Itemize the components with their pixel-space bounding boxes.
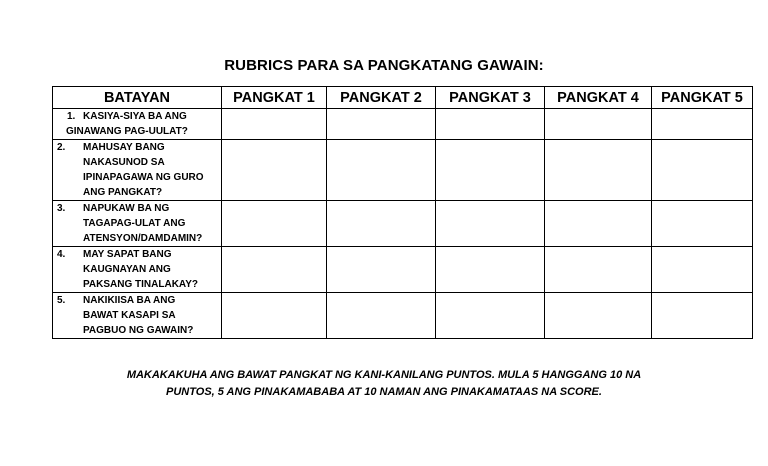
table-row <box>53 201 753 247</box>
criterion-line: NAKASUNOD SA <box>83 157 165 168</box>
criterion-1 <box>53 109 222 140</box>
criterion-2 <box>53 140 222 201</box>
score-cell[interactable] <box>545 247 652 293</box>
score-cell[interactable] <box>436 293 545 339</box>
criterion-line: KAUGNAYAN ANG <box>83 264 171 275</box>
criterion-number: 2. <box>57 142 66 153</box>
criterion-number: 1. <box>67 111 76 122</box>
scoring-note <box>0 367 768 401</box>
score-cell[interactable] <box>327 201 436 247</box>
score-cell[interactable] <box>436 247 545 293</box>
header-pangkat-2: PANGKAT 2 <box>327 87 436 109</box>
score-cell[interactable] <box>436 109 545 140</box>
score-cell[interactable] <box>652 140 753 201</box>
score-cell[interactable] <box>652 247 753 293</box>
table-row <box>53 247 753 293</box>
criterion-line: PAKSANG TINALAKAY? <box>83 279 199 290</box>
score-cell[interactable] <box>327 109 436 140</box>
criterion-line: TAGAPAG-ULAT ANG <box>83 218 186 229</box>
criterion-line: PAGBUO NG GAWAIN? <box>83 325 194 336</box>
criterion-line: IPINAPAGAWA NG GURO <box>83 172 204 183</box>
score-cell[interactable] <box>222 109 327 140</box>
criterion-line: KASIYA-SIYA BA ANG <box>83 111 187 122</box>
criterion-3 <box>53 201 222 247</box>
header-batayan: BATAYAN <box>53 87 222 109</box>
criterion-line: ATENSYON/DAMDAMIN? <box>83 233 203 244</box>
score-cell[interactable] <box>436 201 545 247</box>
score-cell[interactable] <box>652 109 753 140</box>
score-cell[interactable] <box>652 201 753 247</box>
scoring-note-line-1: MAKAKAKUHA ANG BAWAT PANGKAT NG KANI-KANILANG PUNTOS. MULA 5 HANGGANG 10 NA <box>126 369 642 381</box>
criterion-line: BAWAT KASAPI SA <box>83 310 176 321</box>
table-row <box>53 140 753 201</box>
criterion-line: MAHUSAY BANG <box>83 142 165 153</box>
criterion-line: NAKIKIISA BA ANG <box>83 295 176 306</box>
header-pangkat-4: PANGKAT 4 <box>545 87 652 109</box>
score-cell[interactable] <box>327 140 436 201</box>
score-cell[interactable] <box>327 293 436 339</box>
criterion-line: MAY SAPAT BANG <box>83 249 172 260</box>
criterion-number: 4. <box>57 249 66 260</box>
score-cell[interactable] <box>436 140 545 201</box>
score-cell[interactable] <box>545 109 652 140</box>
header-pangkat-3: PANGKAT 3 <box>436 87 545 109</box>
score-cell[interactable] <box>222 293 327 339</box>
scoring-note-line-2: PUNTOS, 5 ANG PINAKAMABABA AT 10 NAMAN ANG PINAKAMATAAS NA SCORE. <box>166 386 602 398</box>
score-cell[interactable] <box>222 247 327 293</box>
rubric-table <box>52 86 753 339</box>
score-cell[interactable] <box>222 201 327 247</box>
header-pangkat-5: PANGKAT 5 <box>652 87 753 109</box>
header-pangkat-1: PANGKAT 1 <box>222 87 327 109</box>
criterion-line: ANG PANGKAT? <box>83 187 163 198</box>
score-cell[interactable] <box>652 293 753 339</box>
score-cell[interactable] <box>545 201 652 247</box>
criterion-4 <box>53 247 222 293</box>
score-cell[interactable] <box>545 140 652 201</box>
score-cell[interactable] <box>327 247 436 293</box>
score-cell[interactable] <box>222 140 327 201</box>
criterion-5 <box>53 293 222 339</box>
table-row <box>53 293 753 339</box>
table-row <box>53 109 753 140</box>
criterion-number: 3. <box>57 203 66 214</box>
score-cell[interactable] <box>545 293 652 339</box>
header-row <box>53 87 753 109</box>
criterion-line: GINAWANG PAG-UULAT? <box>66 126 188 137</box>
criterion-line: NAPUKAW BA NG <box>83 203 170 214</box>
page-title: RUBRICS PARA SA PANGKATANG GAWAIN: <box>224 57 544 74</box>
criterion-number: 5. <box>57 295 66 306</box>
